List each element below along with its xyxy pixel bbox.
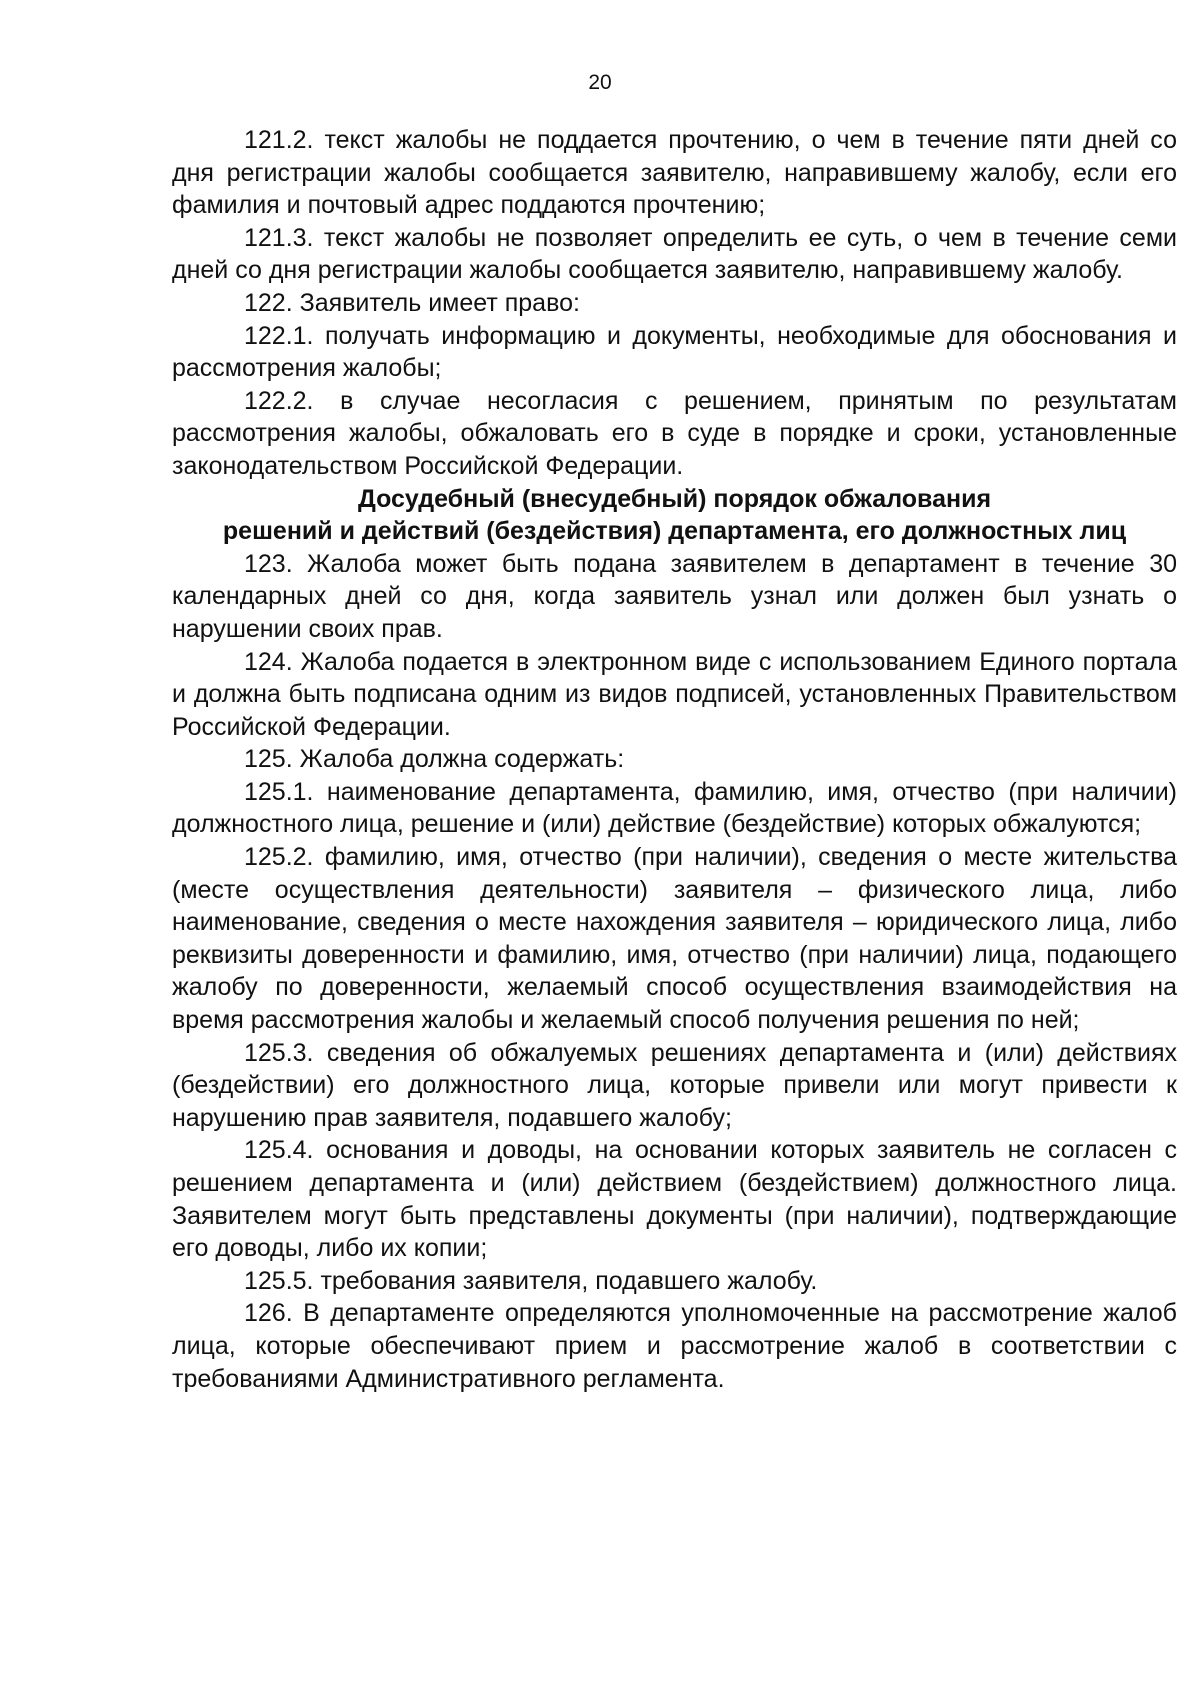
paragraph-124: 124. Жалоба подается в электронном виде с использованием Единого портала и должна быть подписана одним из видов подписей, установленных Правительством Российской Федерации.	[172, 647, 1177, 741]
paragraph-126: 126. В департаменте определяются уполномоченные на рассмотрение жалоб лица, которые обеспечивают прием и рассмотрение жалоб в соответствии с требованиями Административного регламента.	[172, 1299, 1177, 1393]
paragraph-125-4: 125.4. основания и доводы, на основании которых заявитель не согласен с решением департамента и (или) действием (бездействием) должностного лица. Заявителем могут быть представлены документы (при наличии), подтверждающие его доводы, либо их копии;	[172, 1136, 1177, 1263]
section-heading	[172, 483, 1177, 548]
section-heading-line-2: решений и действий (бездействия) департамента, его должностных лиц	[222, 517, 1127, 546]
paragraph-121-3: 121.3. текст жалобы не позволяет определить ее суть, о чем в течение семи дней со дня регистрации жалобы сообщается заявителю, направившему жалобу.	[172, 223, 1177, 285]
paragraph-125-1: 125.1. наименование департамента, фамилию, имя, отчество (при наличии) должностного лица, решение и (или) действие (бездействие) которых обжалуются;	[172, 777, 1177, 839]
paragraph-125-3: 125.3. сведения об обжалуемых решениях департамента и (или) действиях (бездействии) его должностного лица, которые привели или могут привести к нарушению прав заявителя, подавшего жалобу;	[172, 1038, 1177, 1132]
paragraph-122-2: 122.2. в случае несогласия с решением, принятым по результатам рассмотрения жалобы, обжаловать его в суде в порядке и сроки, установленные законодательством Российской Федерации.	[172, 386, 1177, 480]
document-body	[172, 124, 1177, 1395]
paragraph-125-5: 125.5. требования заявителя, подавшего жалобу.	[244, 1266, 818, 1295]
paragraph-122: 122. Заявитель имеет право:	[244, 288, 580, 317]
page-number: 20	[588, 71, 612, 94]
paragraph-122-1: 122.1. получать информацию и документы, необходимые для обоснования и рассмотрения жалобы;	[172, 321, 1177, 383]
paragraph-123: 123. Жалоба может быть подана заявителем в департамент в течение 30 календарных дней со дня, когда заявитель узнал или должен был узнать о нарушении своих прав.	[172, 549, 1177, 643]
paragraph-125-2: 125.2. фамилию, имя, отчество (при наличии), сведения о месте жительства (месте осуществления деятельности) заявителя – физического лица, либо наименование, сведения о месте нахождения заявителя – юридического лица, либо реквизиты доверенности и фамилию, имя, отчество (при наличии) лица, подающего жалобу по доверенности, желаемый способ осуществления взаимодействия на время рассмотрения жалобы и желаемый способ получения решения по ней;	[172, 843, 1177, 1035]
paragraph-121-2: 121.2. текст жалобы не поддается прочтению, о чем в течение пяти дней со дня регистрации жалобы сообщается заявителю, направившему жалобу, если его фамилия и почтовый адрес поддаются прочтению;	[172, 126, 1177, 220]
paragraph-125: 125. Жалоба должна содержать:	[244, 745, 625, 774]
section-heading-line-1: Досудебный (внесудебный) порядок обжалования	[357, 484, 992, 513]
